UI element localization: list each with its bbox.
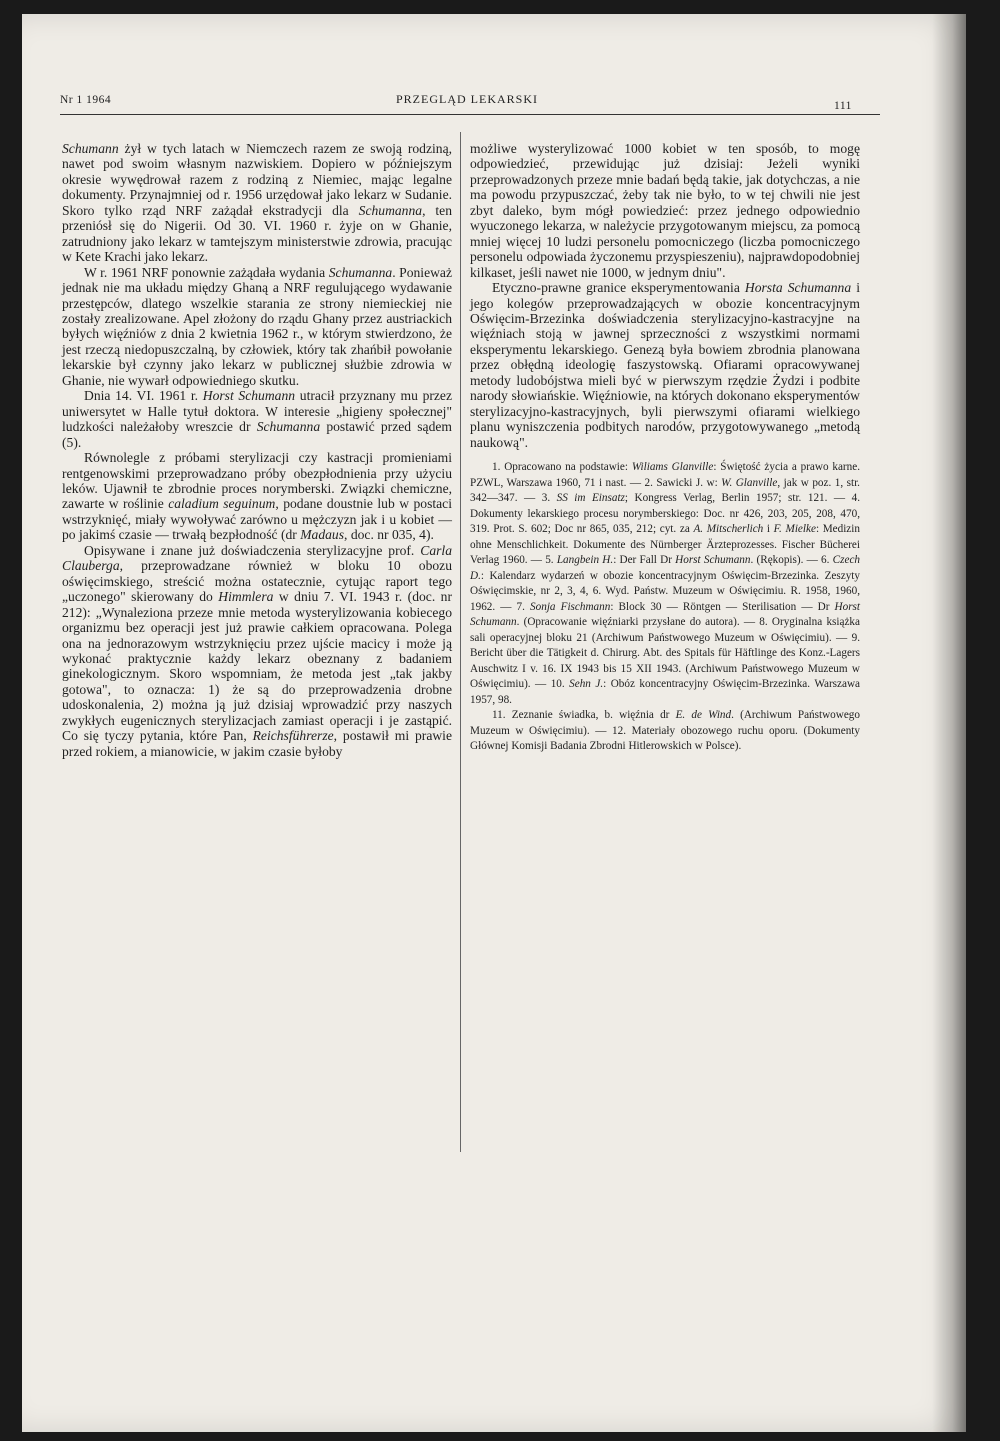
left-column [62, 141, 452, 759]
footnotes [470, 460, 860, 755]
paragraph: Opisywane i znane już doświadczenia sterylizacyjne prof. Carla Clauberga, przeprowadzane również w bloku 10 obozu oświęcimskiego, streścić można ostatecznie, cytując raport tego „uczonego" skierowany do Himmlera w dniu 7. VI. 1943 r. (doc. nr 212): „Wynaleziona przeze mnie metoda wysterylizowania kobiecego organizmu bez operacji jest już prawie całkiem opracowana. Polega ona na jednorazowym wstrzyknięciu przez ujście macicy i może ją wykonać praktycznie każdy lekarz obeznany z badaniem ginekologicznym. Skoro wspomniam, że metoda jest „tak jakby gotowa", to oznacza: 1) że są do przeprowadzenia drobne udoskonalenia, 2) można ją już dzisiaj wprowadzić przy naszych zwykłych eugenicznych sterylizacjach zamiast operacji i je zastąpić. Co się tyczy pytania, które Pan, Reichsführerze, postawił mi prawie przed rokiem, a mianowicie, w jakim czasie byłoby [62, 542, 452, 759]
page-number: 111 [834, 100, 852, 112]
footnote: 1. Opracowano na podstawie: Wiliams Glanville: Świętość życia a prawo karne. PZWL, Warszawa 1960, 71 i nast. — 2. Sawicki J. w: W. Glanville, jak w poz. 1, str. 342—347. — 3. SS im Einsatz; Kongress Verlag, Berlin 1957; str. 121. — 4. Dokumenty lekarskiego procesu norymberskiego: Doc. nr 426, 203, 205, 208, 470, 319. Prot. S. 602; Doc nr 865, 035, 212; cyt. za A. Mitscherlich i F. Mielke: Medizin ohne Menschlichkeit. Dokumente des Nürnberger Ärzteprozesses. Fischer Bücherei Verlag 1960. — 5. Langbein H.: Der Fall Dr Horst Schumann. (Rękopis). — 6. Czech D.: Kalendarz wydarzeń w obozie koncentracyjnym Oświęcim-Brzezinka. Zeszyty Oświęcimskie, nr 2, 3, 4, 6. Wyd. Państw. Muzeum w Oświęcimiu. R. 1958, 1960, 1962. — 7. Sonja Fischmann: Block 30 — Röntgen — Sterilisation — Dr Horst Schumann. (Opracowanie więźniarki przysłane do autora). — 8. Oryginalna książka sali operacyjnej bloku 21 (Archiwum Państwowego Muzeum w Oświęcimiu). — 9. Bericht über die Tätigkeit d. Chirurg. Abt. des Spitals für Häftlinge des Konz.-Lagers Auschwitz I v. 16. IX 1943 bis 15 XII 1943. (Archiwum Państwowego Muzeum w Oświęcimiu). — 10. Sehn J.: Obóz koncentracyjny Oświęcim-Brzezinka. Warszawa 1957, 98. [470, 461, 861, 706]
paragraph: Schumann żył w tych latach w Niemczech razem ze swoją rodziną, nawet pod swoim własnym nazwiskiem. Dopiero w późniejszym okresie wywędrował razem z rodziną z Niemiec, mając legalne dokumenty. Przynajmniej od r. 1956 urzędował jako lekarz w Sudanie. Skoro tylko rząd NRF zażądał ekstradycji dla Schumanna, ten przeniósł się do Nigerii. Od 30. VI. 1960 r. żyje on w Ghanie, zatrudniony jako lekarz w tamtejszym ministerstwie zdrowia, pracując w Kete Krachi jako lekarz. [62, 141, 452, 265]
column-divider [460, 132, 461, 1152]
paragraph: Etyczno-prawne granice eksperymentowania Horsta Schumanna i jego kolegów przeprowadzających w obozie koncentracyjnym Oświęcim-Brzezinka doświadczenia sterylizacyjno-kastracyjne na więźniach stoją w jawnej sprzeczności z wszystkimi normami eksperymentu lekarskiego. Genezą była bowiem zbrodnia planowana przez obłędną ideologię faszystowską. Ofiarami opracowywanej metody ludobójstwa mieli być w pierwszym rzędzie Żydzi i podbite narody słowiańskie. Więźniowie, na których dokonano eksperymentów sterylizacyjno-kastracyjnych, byli pierwszymi ofiarami wielkiego planu wyniszczenia podbitych narodów, przygotowywanego „metodą naukową". [470, 280, 860, 450]
running-header [60, 94, 860, 120]
issue-label: Nr 1 1964 [60, 94, 112, 106]
journal-page [22, 14, 966, 1432]
right-column [470, 141, 860, 755]
paragraph: Równolegle z próbami sterylizacji czy kastracji promieniami rentgenowskimi przeprowadzano próby obezpłodnienia przy użyciu leków. Ujawnił te zbrodnie proces norymberski. Związki chemiczne, zawarte w roślinie caladium seguinum, podane doustnie lub w postaci wstrzyknięć, miały wywoływać zarówno u mężczyzn jak i u kobiet — po jakimś czasie — trwałą bezpłodność (dr Madaus, doc. nr 035, 4). [62, 450, 452, 543]
paragraph: możliwe wysterylizować 1000 kobiet w ten sposób, to mogę odpowiedzieć, przewidując już dzisiaj: Jeżeli wyniki przeprowadzonych przeze mnie badań będą takie, jak dotychczas, a nie ma powodu przypuszczać, żeby tak nie było, to w tej chwili nie jest zbyt daleko, bym mógł powiedzieć: przez jednego odpowiednio wyuczonego lekarza, w należycie przygotowanym miejscu, za pomocą mniej więcej 10 ludzi personelu pomocniczego (liczba pomocniczego personelu odpowiada życzonemu przyspieszeniu), najprawdopodobniej kilkaset, jeśli nawet nie 1000, w jednym dniu". [470, 141, 860, 280]
paragraph: Dnia 14. VI. 1961 r. Horst Schumann utracił przyznany mu przez uniwersytet w Halle tytuł doktora. W interesie „higieny społecznej" ludzkości należałoby wreszcie dr Schumanna postawić przed sądem (5). [62, 388, 452, 450]
book-spine-shadow [932, 14, 966, 1432]
header-rule [60, 114, 880, 115]
footnote: 11. Zeznanie świadka, b. więźnia dr E. de Wind. (Archiwum Państwowego Muzeum w Oświęcimiu). — 12. Materiały obozowego ruchu oporu. (Dokumenty Głównej Komisji Badania Zbrodni Hitlerowskich w Polsce). [470, 709, 860, 753]
paragraph: W r. 1961 NRF ponownie zażądała wydania Schumanna. Ponieważ jednak nie ma układu między Ghaną a NRF regulującego wydawanie przestępców, dlatego wszelkie starania ze strony niemieckiej nie zostały zrealizowane. Apel złożony do rządu Ghany przez austriackich byłych więźniów z dnia 2 kwietnia 1962 r., w którym stwierdzono, że jest rzeczą niedopuszczalną, by człowiek, który tak zhańbił powołanie lekarskie był czynny jako lekarz w publicznej służbie zdrowia w Ghanie, nie wywarł odpowiedniego skutku. [62, 264, 452, 388]
journal-title: PRZEGLĄD LEKARSKI [396, 92, 538, 106]
